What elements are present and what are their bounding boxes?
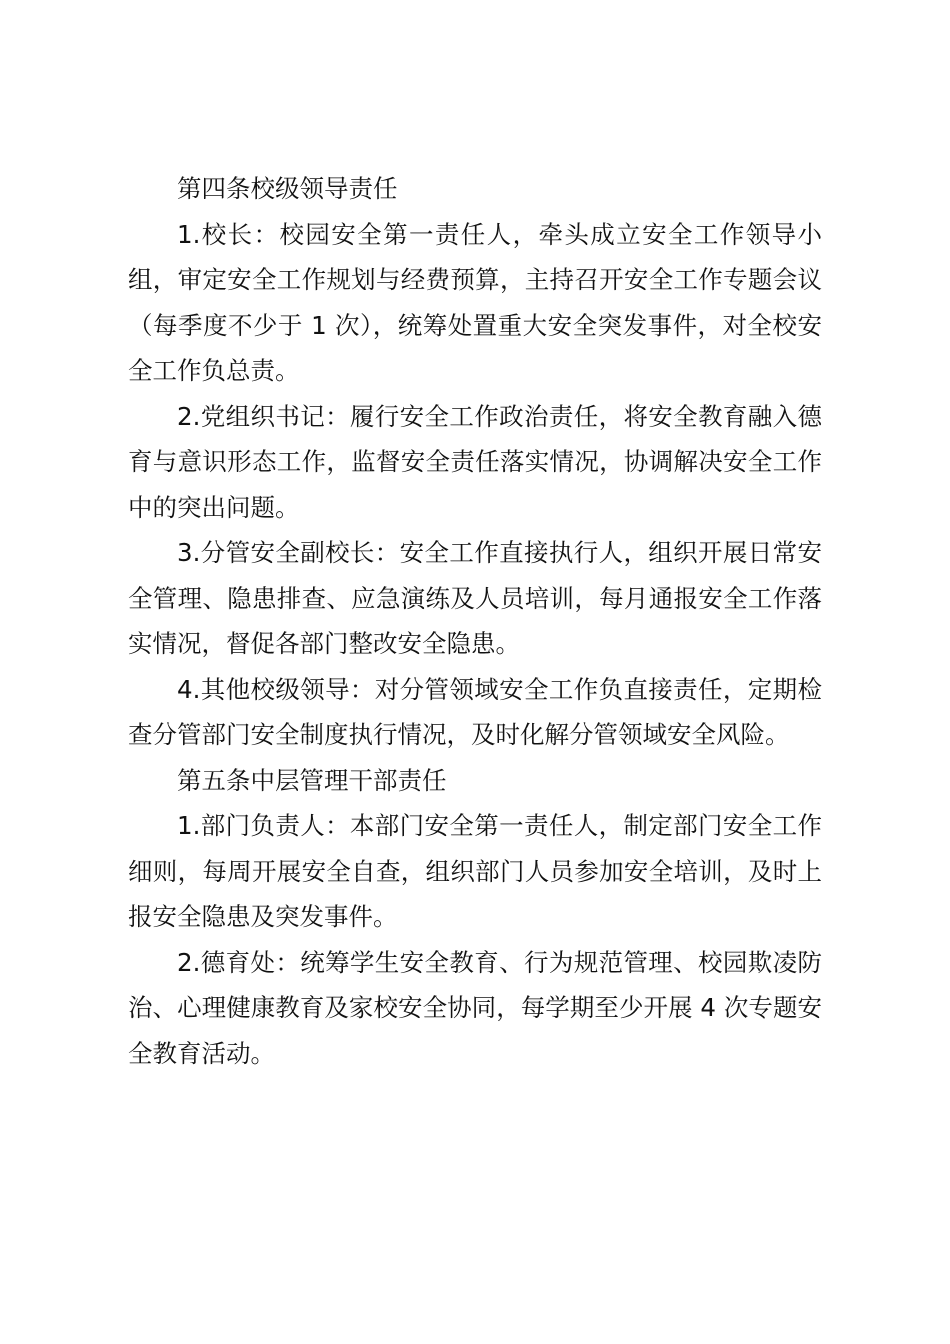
paragraph-principal: 1.校长：校园安全第一责任人，牵头成立安全工作领导小组，审定安全工作规划与经费预算，主持召开安全工作专题会议（每季度不少于 1 次），统筹处置重大安全突发事件，对全校安全工作负总责。	[128, 219, 822, 385]
section-heading-article-4: 第四条校级领导责任	[177, 174, 398, 203]
paragraph-party-secretary: 2.党组织书记：履行安全工作政治责任，将安全教育融入德育与意识形态工作，监督安全责任落实情况，协调解决安全工作中的突出问题。	[128, 401, 822, 522]
document-body	[128, 166, 822, 1076]
paragraph-other-leaders: 4.其他校级领导：对分管领域安全工作负直接责任，定期检查分管部门安全制度执行情况，及时化解分管领域安全风险。	[128, 674, 822, 749]
paragraph-vice-principal-safety: 3.分管安全副校长：安全工作直接执行人，组织开展日常安全管理、隐患排查、应急演练及人员培训，每月通报安全工作落实情况，督促各部门整改安全隐患。	[128, 538, 822, 658]
section-heading-article-5: 第五条中层管理干部责任	[177, 765, 447, 795]
paragraph-moral-education-office: 2.德育处：统筹学生安全教育、行为规范管理、校园欺凌防治、心理健康教育及家校安全协同，每学期至少开展 4 次专题安全教育活动。	[128, 947, 822, 1068]
paragraph-department-head: 1.部门负责人：本部门安全第一责任人，制定部门安全工作细则，每周开展安全自查，组织部门人员参加安全培训，及时上报安全隐患及突发事件。	[128, 811, 822, 931]
